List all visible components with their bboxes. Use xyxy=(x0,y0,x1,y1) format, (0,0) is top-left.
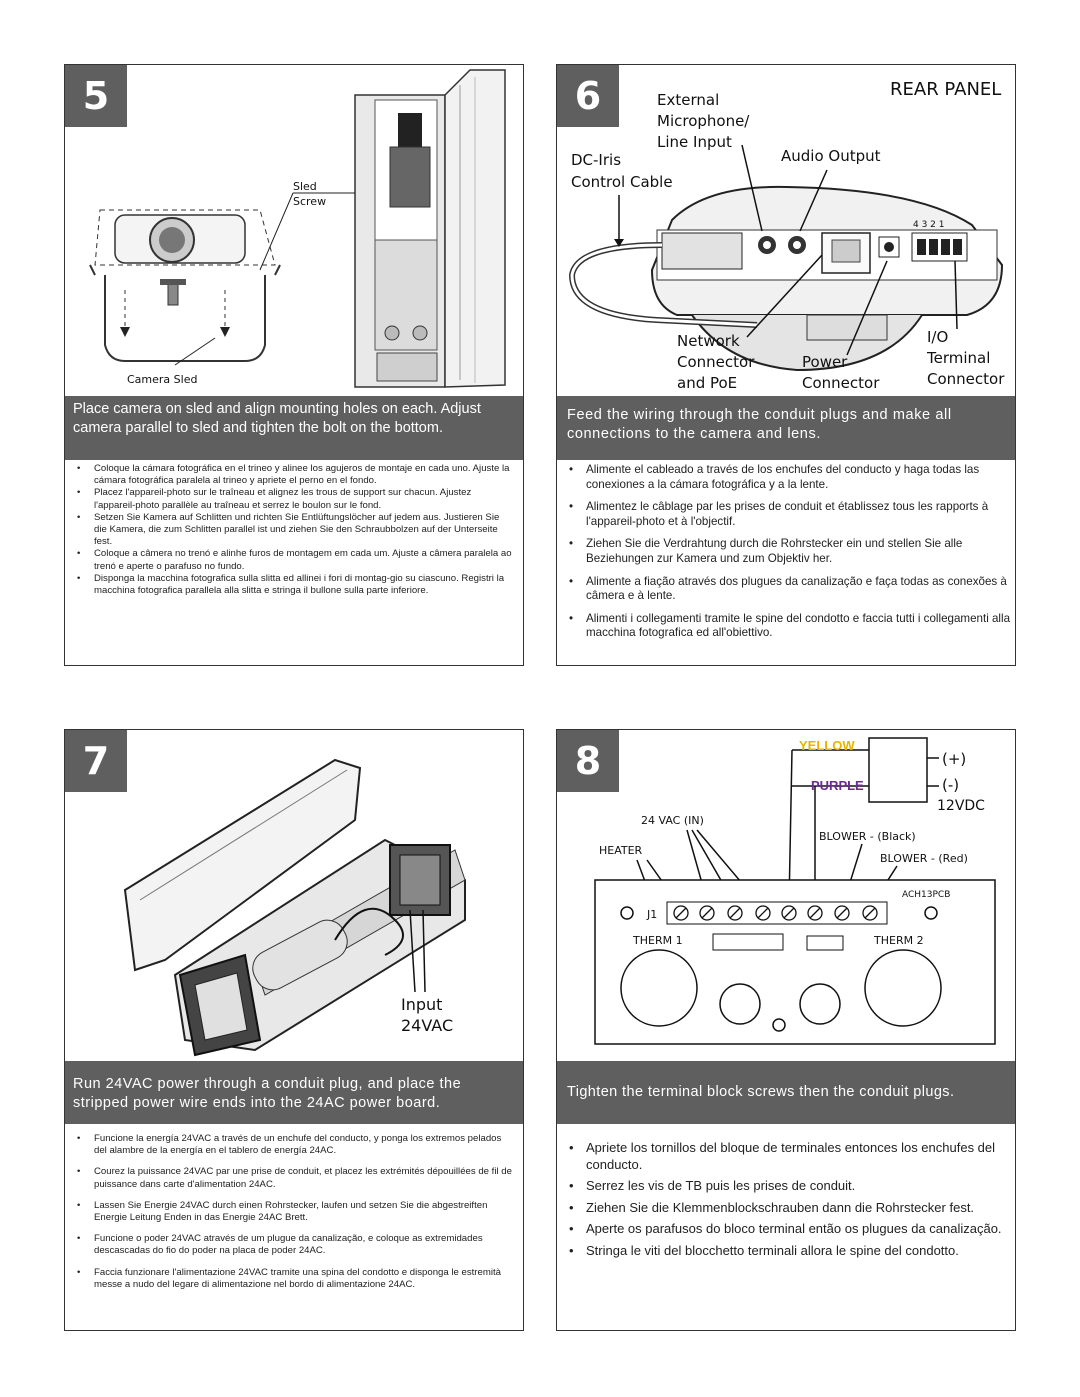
ext-mic-label-1: External xyxy=(657,91,720,109)
step-number: 7 xyxy=(65,730,127,792)
translation-fr: • Placez l'appareil-photo sur le traîneau et alignez les trous de support sur chacun. Ajustez l'appareil-photo parallèle au traîneau et serrez le boulon sur le fond. xyxy=(73,487,513,511)
io-label-2: Terminal xyxy=(927,349,991,367)
caption-text: Place camera on sled and align mounting holes on each. Adjust camera parallel to sled and tighten the bolt on the bottom. xyxy=(73,401,481,436)
therm1-label: THERM 1 xyxy=(633,934,683,947)
step-6-caption xyxy=(557,396,1015,460)
step-7-translations xyxy=(73,1133,513,1291)
step-number: 8 xyxy=(557,730,619,792)
network-label-1: Network xyxy=(677,332,740,350)
translation-pt: • Aperte os parafusos do bloco terminal então os plugues da canalização. xyxy=(565,1221,1013,1238)
translation-es: • Funcione la energía 24VAC a través de un enchufe del conducto, y ponga los extremos pelados del alambre de la energía en el tablero de energía 24AC. xyxy=(73,1133,513,1157)
camera-sled-label: Camera Sled xyxy=(127,373,198,386)
ext-mic-label-2: Microphone/ xyxy=(657,112,750,130)
j1-label: J1 xyxy=(647,908,658,921)
step-5-translations xyxy=(73,463,513,597)
translation-pt: • Alimente a fiação através dos plugues da canalização e faça todas as conexões à câmera e à lente. xyxy=(565,575,1013,604)
step-6-translations xyxy=(565,463,1013,641)
translation-pt: • Coloque a câmera no trenó e alinhe furos de montagem em cada um. Ajuste a câmera paralela ao trenó e aperte o parafuso no fundo. xyxy=(73,548,513,572)
translation-es: • Apriete los tornillos del bloque de terminales entonces los enchufes del conducto. xyxy=(565,1140,1013,1173)
translation-es: • Coloque la cámara fotográfica en el trineo y alinee los agujeros de montaje en cada uno. Ajuste la cámara fotográfica paralela al trineo y apriete el perno en el fondo. xyxy=(73,463,513,487)
translation-de: • Setzen Sie Kamera auf Schlitten und richten Sie Entlüftungslöcher auf jedem aus. Justieren Sie die Kamera, die zum Schlitten parallel ist und ziehen Sie den Schraubbolzen auf der Unterseite fest. xyxy=(73,512,513,549)
camera-sled-illustration xyxy=(65,65,523,395)
translation-de: • Lassen Sie Energie 24VAC durch einen Rohrstecker, laufen und setzen Sie die abgestreiften Energie Leitung Enden in das Energie 24AC Brett. xyxy=(73,1200,513,1224)
input-label-2: 24VAC xyxy=(401,1016,454,1035)
io-label-3: Connector xyxy=(927,370,1005,388)
step-8-translations xyxy=(565,1140,1013,1259)
yellow-wire-label: YELLOW xyxy=(799,738,855,753)
purple-wire-label: PURPLE xyxy=(811,778,864,793)
step-6-panel xyxy=(556,64,1016,666)
rear-panel-title: REAR PANEL xyxy=(890,79,1002,100)
translation-es: • Alimente el cableado a través de los enchufes del conducto y haga todas las conexiones a la cámara fotográfica y a la lente. xyxy=(565,463,1013,492)
audio-output-label: Audio Output xyxy=(781,147,881,165)
plus-label: (+) xyxy=(942,750,967,768)
board-label: ACH13PCB xyxy=(902,890,951,900)
vdc-label: 12VDC xyxy=(937,798,985,814)
translation-fr: • Serrez les vis de TB puis les prises de conduit. xyxy=(565,1178,1013,1195)
io-label-1: I/O xyxy=(927,328,949,346)
power-label-2: Connector xyxy=(802,374,880,392)
therm2-label: THERM 2 xyxy=(874,934,924,947)
terminal-pin-numbers: 4 3 2 1 xyxy=(913,220,945,230)
dc-iris-label-1: DC-Iris xyxy=(571,151,622,169)
rear-panel-illustration xyxy=(557,65,1015,395)
translation-fr: • Courez la puissance 24VAC par une prise de conduit, et placez les extrémités dépouillées de fil de puissance dans carte d'alimentation 24AC. xyxy=(73,1166,513,1190)
sled-screw-label-1: Sled xyxy=(293,180,317,193)
step-8-panel xyxy=(556,729,1016,1331)
wiring-diagram xyxy=(557,730,1015,1060)
caption-text: Run 24VAC power through a conduit plug, and place the stripped power wire ends into the 24AC power board. xyxy=(73,1076,462,1111)
ext-mic-label-3: Line Input xyxy=(657,133,732,151)
translation-de: • Ziehen Sie die Verdrahtung durch die Rohrstecker ein und stellen Sie alle Beziehungen zur Kamera und zum Objektiv her. xyxy=(565,537,1013,566)
caption-text: Feed the wiring through the conduit plugs and make all connections to the camera and lens. xyxy=(567,407,952,442)
translation-pt: • Funcione o poder 24VAC através de um plugue da canalização, e coloque as extremidades descascadas do fio do poder na placa de poder 24AC. xyxy=(73,1233,513,1257)
step-5-caption xyxy=(65,396,523,460)
step-number: 6 xyxy=(557,65,619,127)
translation-it: • Stringa le viti del blocchetto terminali allora le spine del condotto. xyxy=(565,1243,1013,1260)
translation-it: • Alimenti i collegamenti tramite le spine del condotto e faccia tutti i collegamenti alla macchina fotografica ed all'obiettivo. xyxy=(565,612,1013,641)
housing-24vac-illustration xyxy=(65,730,523,1060)
translation-it: • Disponga la macchina fotografica sulla slitta ed allinei i fori di montag-gio su ciascuno. Registri la macchina fotografica parallela alla slitta e stringa il bullone sulla parte inferiore. xyxy=(73,573,513,597)
caption-text: Tighten the terminal block screws then the conduit plugs. xyxy=(567,1084,955,1100)
translation-it: • Faccia funzionare l'alimentazione 24VAC tramite una spina del condotto e disponga le estremità messe a nudo del legare di alimentazione nel bordo di alimentazione 24AC. xyxy=(73,1267,513,1291)
step-number: 5 xyxy=(65,65,127,127)
network-label-3: and PoE xyxy=(677,374,738,392)
step-8-caption xyxy=(557,1061,1015,1124)
minus-label: (-) xyxy=(942,776,960,794)
translation-de: • Ziehen Sie die Klemmenblockschrauben dann die Rohrstecker fest. xyxy=(565,1200,1013,1217)
step-5-panel xyxy=(64,64,524,666)
translation-fr: • Alimentez le câblage par les prises de conduit et établissez tous les rapports à l'appareil-photo et à l'objectif. xyxy=(565,500,1013,529)
sled-screw-label-2: Screw xyxy=(293,195,327,208)
blower-black-label: BLOWER - (Black) xyxy=(819,830,916,843)
step-7-caption xyxy=(65,1061,523,1124)
vac-in-label: 24 VAC (IN) xyxy=(641,814,704,827)
power-label-1: Power xyxy=(802,353,848,371)
blower-red-label: BLOWER - (Red) xyxy=(880,852,968,865)
network-label-2: Connector xyxy=(677,353,755,371)
step-7-panel xyxy=(64,729,524,1331)
dc-iris-label-2: Control Cable xyxy=(571,173,673,191)
input-label-1: Input xyxy=(401,995,443,1014)
heater-label: HEATER xyxy=(599,844,643,857)
